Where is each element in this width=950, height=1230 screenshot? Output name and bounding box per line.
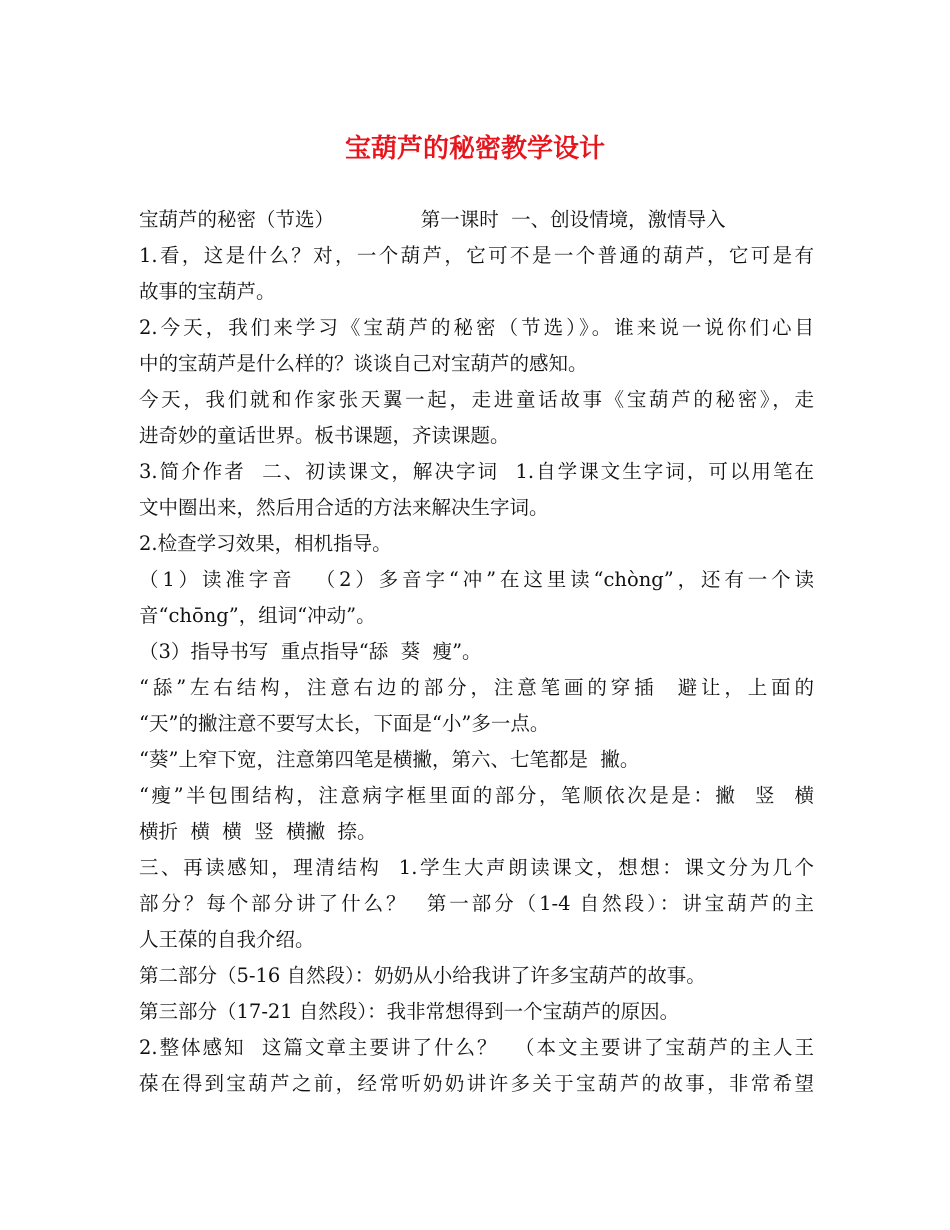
text-line: 文中圈出来，然后用合适的方法来解决生字词。 [139, 496, 549, 519]
text-line: “天”的撇注意不要写太长，下面是“小”多一点。 [139, 712, 550, 735]
text-line: 故事的宝葫芦。 [139, 280, 276, 303]
text-line: 2.检查学习效果，相机指导。 [139, 532, 392, 555]
text-line: （3）指导书写 重点指导“舔 葵 瘦”。 [139, 640, 482, 663]
text-line: 音“chōng”，组词“冲动”。 [139, 604, 376, 627]
text-line: 人王葆的自我介绍。 [139, 928, 315, 951]
text-line: 2.今天，我们来学习《宝葫芦的秘密（节选）》。谁来说一说你们心目 [139, 316, 814, 339]
text-line: 三、再读感知，理清结构 1.学生大声朗读课文，想想：课文分为几个 [139, 856, 814, 879]
text-line: “葵”上窄下宽，注意第四笔是横撇，第六、七笔都是 撇。 [139, 748, 640, 771]
document-title: 宝葫芦的秘密教学设计 [344, 134, 605, 164]
text-line: 今天，我们就和作家张天翼一起，走进童话故事《宝葫芦的秘密》，走 [139, 388, 814, 411]
text-line: 横折 横 横 竖 横撇 捺。 [139, 820, 377, 843]
text-line: “瘦”半包围结构，注意病字框里面的部分，笔顺依次是是：撇 竖 横 [139, 784, 814, 807]
text-line: 1.看，这是什么？对，一个葫芦，它可不是一个普通的葫芦，它可是有 [139, 244, 814, 267]
text-line: 2.整体感知 这篇文章主要讲了什么？ （本文主要讲了宝葫芦的主人王 [139, 1036, 814, 1059]
text-line: 部分？每个部分讲了什么？ 第一部分（1-4 自然段）：讲宝葫芦的主 [139, 892, 814, 915]
text-line: （1）读准字音 （2）多音字“冲”在这里读“chòng”，还有一个读 [139, 568, 814, 591]
text-line: 宝葫芦的秘密（节选） 第一课时 一、创设情境，激情导入 [139, 208, 726, 231]
text-line: 第二部分（5-16 自然段）：奶奶从小给我讲了许多宝葫芦的故事。 [139, 964, 706, 987]
text-line: 第三部分（17-21 自然段）：我非常想得到一个宝葫芦的原因。 [139, 1000, 680, 1023]
text-line: 进奇妙的童话世界。板书课题，齐读课题。 [139, 424, 510, 447]
text-line: 葆在得到宝葫芦之前，经常听奶奶讲许多关于宝葫芦的故事，非常希望 [139, 1072, 814, 1095]
text-line: 中的宝葫芦是什么样的？谈谈自己对宝葫芦的感知。 [139, 352, 588, 375]
text-line: “舔”左右结构，注意右边的部分，注意笔画的穿插 避让，上面的 [139, 676, 814, 699]
text-line: 3.简介作者 二、初读课文，解决字词 1.自学课文生字词，可以用笔在 [139, 460, 814, 483]
document-body [139, 202, 814, 1102]
